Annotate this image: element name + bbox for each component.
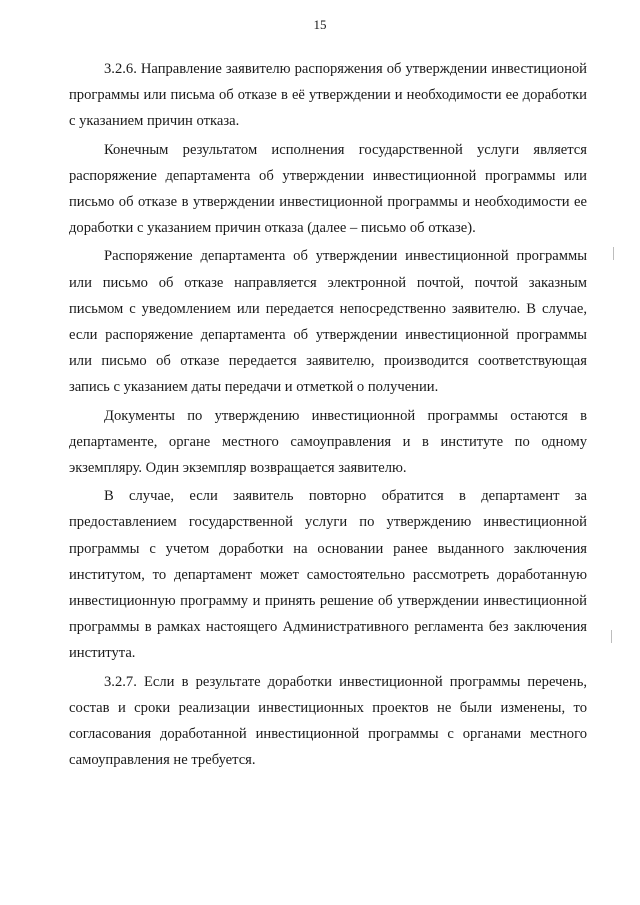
paragraph-delivery: Распоряжение департамента об утверждении инвестиционной программы или письмо об отказе направляется электронной почтой, почтой заказным письмом с уведомлением или передается непосредственно заявителю. В случае, если распоряжение департамента об утверждении инвестиционной программы или письмо об отказе передается заявителю, производится соответствующая запись с указанием даты передачи и отметкой о получении. [69, 248, 587, 396]
scan-mark-upper [613, 247, 614, 260]
document-body [69, 56, 587, 775]
paragraph-repeat-request: В случае, если заявитель повторно обратится в департамент за предоставлением государственной услуги по утверждению инвестиционной программы с учетом доработки на основании ранее выданного заключения институтом, то департамент может самостоятельно рассмотреть доработанную инвестиционную программу и принять решение об утверждении инвестиционной программы в рамках настоящего Административного регламента без заключения института. [69, 488, 587, 662]
paragraph-3-2-6: 3.2.6. Направление заявителю распоряжения об утверждении инвестиционой программы или письма об отказе в её утверждении и необходимости ее доработки с указанием причин отказа. [69, 61, 587, 130]
paragraph-result: Конечным результатом исполнения государственной услуги является распоряжение департамента об утверждении инвестиционной программы или письмо об отказе в утверждении инвестиционной программы и необходимости ее доработки с указанием причин отказа (далее – письмо об отказе). [69, 141, 587, 237]
paragraph-documents: Документы по утверждению инвестиционной программы остаются в департаменте, органе местного самоуправления и в институте по одному экземпляру. Один экземпляр возвращается заявителю. [69, 407, 587, 477]
scan-mark-lower [611, 630, 612, 643]
paragraph-3-2-7: 3.2.7. Если в результате доработки инвестиционной программы перечень, состав и сроки реализации инвестиционных проектов не были изменены, то согласования доработанной инвестиционной программы с органами местного самоуправления не требуется. [69, 673, 587, 769]
page-number: 15 [313, 17, 327, 32]
